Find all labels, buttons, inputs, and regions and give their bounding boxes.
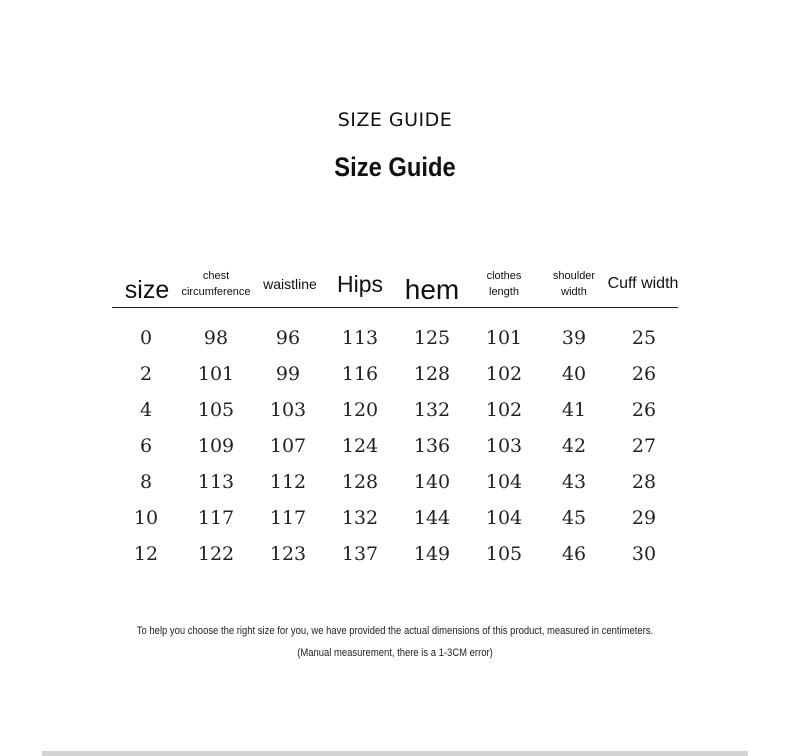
cell-shoulder-width: 42 <box>561 435 587 457</box>
cell-cuff-width: 30 <box>631 543 657 565</box>
cell-shoulder-width: 39 <box>561 327 587 349</box>
cell-chest: 113 <box>197 471 235 493</box>
cell-hem: 144 <box>413 507 451 529</box>
cell-clothes-length: 103 <box>485 435 523 457</box>
cell-hem: 140 <box>413 471 451 493</box>
header-chest-line2: circumference <box>181 285 251 298</box>
cell-hips: 113 <box>341 327 379 349</box>
cell-cuff-width: 26 <box>631 399 657 421</box>
cell-clothes-length: 101 <box>485 327 523 349</box>
table-row <box>112 434 678 470</box>
cell-cuff-width: 27 <box>631 435 657 457</box>
cell-chest: 98 <box>203 327 229 349</box>
cell-cuff-width: 28 <box>631 471 657 493</box>
header-chest-circumference <box>182 260 250 307</box>
cell-chest: 109 <box>197 435 235 457</box>
cell-hips: 132 <box>341 507 379 529</box>
cell-waistline: 117 <box>269 507 307 529</box>
cell-shoulder-width: 41 <box>561 399 587 421</box>
table-body <box>112 326 678 578</box>
table-row <box>112 398 678 434</box>
cell-waistline: 123 <box>269 543 307 565</box>
cell-clothes-length: 104 <box>485 471 523 493</box>
header-clothes-line2: length <box>489 285 519 298</box>
header-cuff-width: Cuff width <box>607 274 679 292</box>
cell-waistline: 112 <box>269 471 307 493</box>
cell-clothes-length: 102 <box>485 363 523 385</box>
cell-shoulder-width: 46 <box>561 543 587 565</box>
table-header-row <box>112 260 678 308</box>
header-chest-line1: chest <box>202 269 230 282</box>
size-table <box>112 260 679 565</box>
bottom-divider <box>42 751 748 756</box>
header-hips: Hips <box>336 270 383 297</box>
cell-hem: 132 <box>413 399 451 421</box>
cell-chest: 101 <box>197 363 235 385</box>
cell-hem: 128 <box>413 363 451 385</box>
cell-shoulder-width: 40 <box>561 363 587 385</box>
cell-size: 8 <box>139 471 153 493</box>
table-row <box>112 326 678 362</box>
page-subtitle: Size Guide <box>334 152 456 182</box>
cell-clothes-length: 104 <box>485 507 523 529</box>
header-hem: hem <box>404 273 460 305</box>
cell-size: 2 <box>139 363 153 385</box>
cell-chest: 105 <box>197 399 235 421</box>
cell-hips: 120 <box>341 399 379 421</box>
cell-chest: 117 <box>197 507 235 529</box>
header-waistline: waistline <box>263 275 317 292</box>
cell-hips: 116 <box>341 363 379 385</box>
cell-hips: 128 <box>341 471 379 493</box>
cell-shoulder-width: 45 <box>561 507 587 529</box>
header-clothes-length <box>472 260 536 307</box>
cell-chest: 122 <box>197 543 235 565</box>
cell-hips: 137 <box>341 543 379 565</box>
cell-cuff-width: 29 <box>631 507 657 529</box>
cell-size: 10 <box>133 507 159 529</box>
cell-waistline: 96 <box>275 327 301 349</box>
cell-hips: 124 <box>341 435 379 457</box>
measurement-note: To help you choose the right size for you, we have provided the actual dimensions of this product, measured in centimeters. <box>136 625 654 637</box>
header-shoulder-line1: shoulder <box>552 269 596 282</box>
cell-waistline: 103 <box>269 399 307 421</box>
cell-clothes-length: 102 <box>485 399 523 421</box>
page-title: SIZE GUIDE <box>337 109 453 131</box>
cell-size: 0 <box>139 327 153 349</box>
cell-shoulder-width: 43 <box>561 471 587 493</box>
cell-size: 4 <box>139 399 153 421</box>
cell-hem: 136 <box>413 435 451 457</box>
table-row <box>112 470 678 506</box>
header-shoulder-line2: width <box>561 285 587 298</box>
header-clothes-line1: clothes <box>486 269 522 282</box>
header-shoulder-width <box>542 260 606 307</box>
cell-size: 6 <box>139 435 153 457</box>
table-row <box>112 362 678 398</box>
measurement-error-note: (Manual measurement, there is a 1-3CM error) <box>297 647 493 659</box>
cell-waistline: 107 <box>269 435 307 457</box>
cell-cuff-width: 25 <box>631 327 657 349</box>
cell-waistline: 99 <box>275 363 301 385</box>
cell-clothes-length: 105 <box>485 543 523 565</box>
table-row <box>112 542 678 578</box>
cell-cuff-width: 26 <box>631 363 657 385</box>
table-row <box>112 506 678 542</box>
cell-size: 12 <box>133 543 159 565</box>
header-size: size <box>124 275 170 304</box>
cell-hem: 149 <box>413 543 451 565</box>
cell-hem: 125 <box>413 327 451 349</box>
